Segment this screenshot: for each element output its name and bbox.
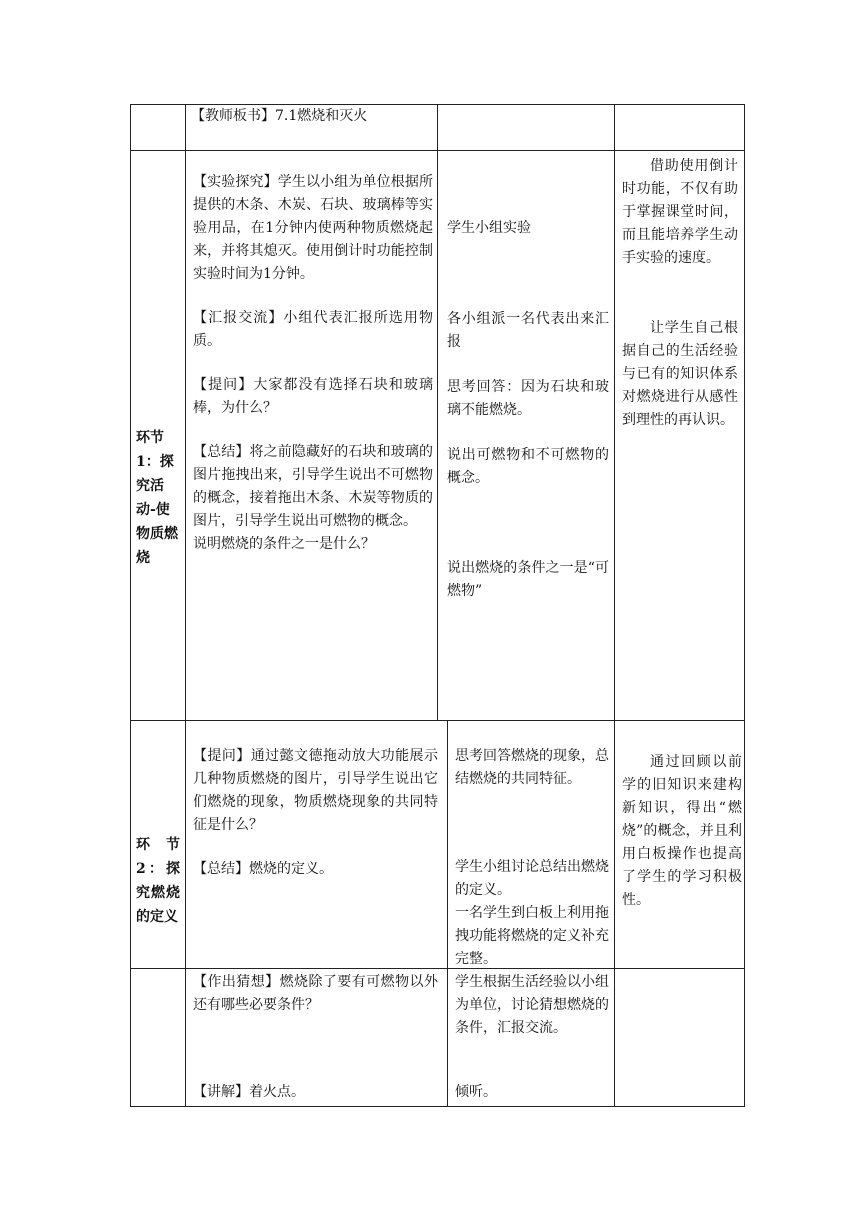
column-divider-student-upper — [437, 104, 438, 721]
student-activity-1-e — [447, 557, 609, 603]
student-conjecture-conditions: 学生根据生活经验以小组为单位，讨论猜想燃烧的条件，汇报交流。 — [455, 974, 609, 1036]
student-activity-1-b — [447, 308, 609, 354]
student-burning-condition: 说出燃烧的条件之一是“可燃物” — [447, 560, 609, 599]
student-listen: 倾听。 — [455, 1084, 497, 1100]
student-discuss-definition: 学生小组讨论总结出燃烧的定义。 — [455, 859, 609, 898]
intent-review-construct: 通过回顾以前学的旧知识来建构新知识，得出“燃烧”的概念，并且利用白板操作也提高了学生的学习积极性。 — [622, 754, 742, 908]
intent-perceptual: 让学生自己根据自己的生活经验与已有的知识体系对燃烧进行从感性到理性的再认识。 — [622, 320, 738, 428]
student-group-experiment: 学生小组实验 — [447, 220, 531, 236]
column-divider-teacher — [185, 104, 186, 1107]
design-intent-1-b — [622, 317, 738, 432]
student-activity-1-d — [447, 444, 609, 490]
student-combustible-concept: 说出可燃物和不可燃物的概念。 — [447, 447, 609, 486]
experiment-inquiry: 【实验探究】学生以小组为单位根据所提供的木条、木炭、石块、玻璃棒等实验用品，在1分钟内使两种物质燃烧起来，并将其熄灭。使用倒计时功能控制实验时间为1分钟。 — [193, 174, 433, 282]
summary-burning-definition: 【总结】燃烧的定义。 — [193, 861, 333, 877]
student-report: 各小组派一名代表出来汇报 — [447, 311, 609, 350]
section-2-label: 环节2：探究燃烧的定义 — [136, 837, 180, 925]
student-activity-2-b — [455, 856, 609, 971]
table-border-left — [130, 104, 131, 1107]
teacher-board-line: 【教师板书】7.1燃烧和灭火 — [191, 108, 368, 124]
table-border-right — [744, 104, 745, 1107]
intent-countdown: 借助使用倒计时功能，不仅有助于掌握课堂时间，而且能培养学生动手实验的速度。 — [622, 158, 738, 266]
report-exchange: 【汇报交流】小组代表汇报所选用物质。 — [193, 310, 433, 349]
teacher-activity-1 — [193, 171, 433, 556]
column-divider-student-lower — [447, 720, 448, 1107]
student-observe-phenomena: 思考回答燃烧的现象，总结燃烧的共同特征。 — [455, 748, 609, 787]
make-conjecture: 【作出猜想】燃烧除了要有可燃物以外还有哪些必要条件？ — [193, 974, 438, 1013]
question-stone-glass: 【提问】大家都没有选择石块和玻璃棒，为什么？ — [193, 377, 433, 416]
student-activity-3 — [455, 971, 609, 1104]
column-divider-intent — [614, 104, 615, 1107]
teacher-activity-3 — [193, 971, 438, 1104]
student-answer-stone-glass: 思考回答：因为石块和玻璃不能燃烧。 — [447, 379, 609, 418]
teacher-activity-2 — [193, 745, 438, 881]
table-border-bottom — [130, 1106, 745, 1107]
design-intent-1-a — [622, 155, 738, 270]
row-divider-3 — [130, 968, 745, 969]
question-burning-condition: 说明燃烧的条件之一是什么？ — [193, 536, 375, 552]
student-activity-2-a — [455, 745, 609, 791]
question-burning-phenomena: 【提问】通过懿文德拖动放大功能展示几种物质燃烧的图片，引导学生说出它们燃烧的现象，物质燃烧现象的共同特征是什么？ — [193, 748, 438, 833]
student-whiteboard-drag: 一名学生到白板上利用拖拽功能将燃烧的定义补充完整。 — [455, 905, 609, 967]
student-activity-1-c — [447, 376, 609, 422]
summary-combustibles: 【总结】将之前隐藏好的石块和玻璃的图片拖拽出来，引导学生说出不可燃物的概念，接着拖出木条、木炭等物质的图片，引导学生说出可燃物的概念。 — [193, 444, 433, 529]
explain-ignition-point: 【讲解】着火点。 — [193, 1084, 305, 1100]
design-intent-2 — [622, 751, 742, 912]
student-activity-1-a — [447, 217, 609, 240]
section-1-label: 环节1：探究活动-使物质燃烧 — [136, 430, 178, 566]
teacher-board-text — [191, 105, 431, 128]
